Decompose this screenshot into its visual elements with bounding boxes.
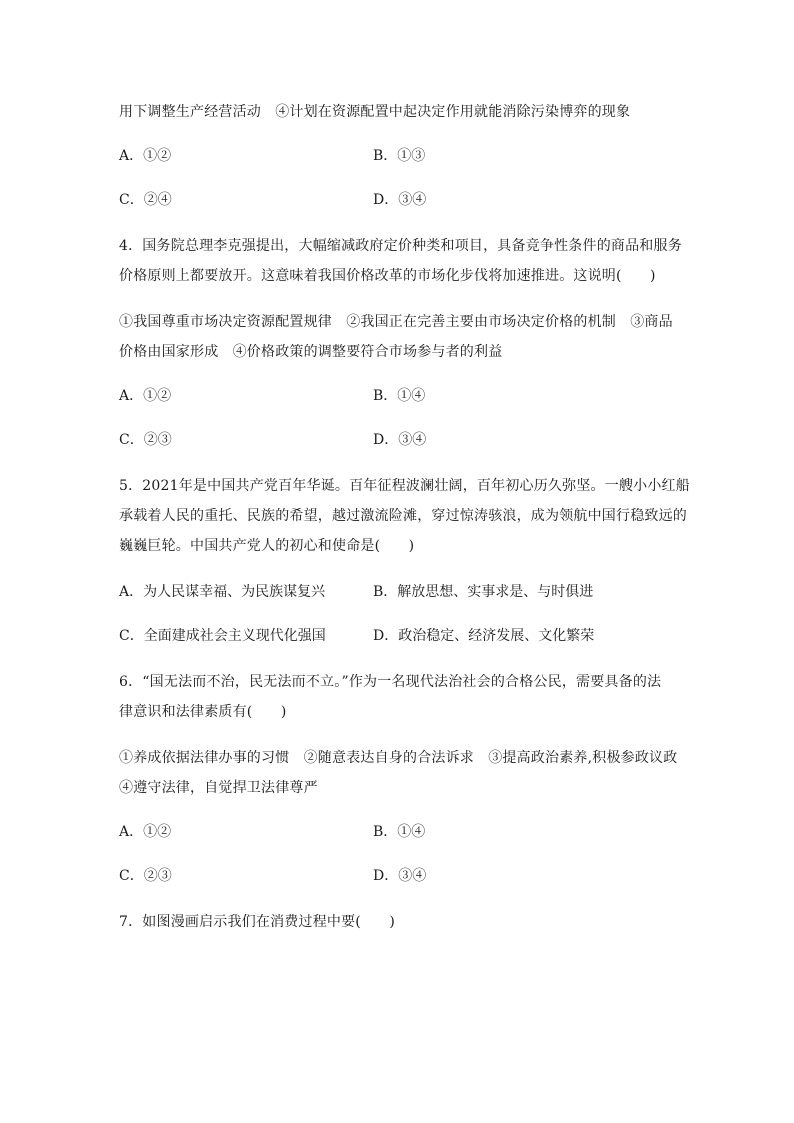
q6-option-d[interactable]: D．③④ bbox=[373, 868, 427, 884]
q6-option-a[interactable]: A．①② bbox=[119, 824, 172, 840]
q6-items-line1: ①养成依据法律办事的习惯 ②随意表达自身的合法诉求 ③提高政治素养,积极参政议政 bbox=[119, 750, 678, 766]
q5-stem-line3: 巍巍巨轮。中国共产党人的初心和使命是( ) bbox=[119, 538, 415, 554]
q4-items-line1: ①我国尊重市场决定资源配置规律 ②我国正在完善主要由市场决定价格的机制 ③商品 bbox=[119, 314, 673, 330]
q5-option-d[interactable]: D．政治稳定、经济发展、文化繁荣 bbox=[373, 628, 595, 644]
q3-option-a[interactable]: A．①② bbox=[119, 148, 172, 164]
q3-stem-continuation: 用下调整生产经营活动 ④计划在资源配置中起决定作用就能消除污染博弈的现象 bbox=[119, 104, 631, 120]
q5-option-a[interactable]: A．为人民谋幸福、为民族谋复兴 bbox=[119, 584, 326, 600]
q7-stem-line1: 7．如图漫画启示我们在消费过程中要( ) bbox=[119, 914, 396, 930]
q6-option-c[interactable]: C．②③ bbox=[119, 868, 172, 884]
q6-stem-line2: 律意识和法律素质有( ) bbox=[119, 704, 287, 720]
q3-option-d[interactable]: D．③④ bbox=[373, 192, 427, 208]
q3-option-b[interactable]: B．①③ bbox=[373, 148, 426, 164]
q6-stem-line1: 6．“国无法而不治，民无法而不立。”作为一名现代法治社会的合格公民，需要具备的法 bbox=[119, 674, 662, 690]
q4-option-c[interactable]: C．②③ bbox=[119, 432, 172, 448]
q5-option-c[interactable]: C．全面建成社会主义现代化强国 bbox=[119, 628, 326, 644]
q4-items-line2: 价格由国家形成 ④价格政策的调整要符合市场参与者的利益 bbox=[119, 344, 503, 360]
q4-stem-line2: 价格原则上都要放开。这意味着我国价格改革的市场化步伐将加速推进。这说明( ) bbox=[119, 268, 656, 284]
q5-stem-line1: 5．2021年是中国共产党百年华诞。百年征程波澜壮阔，百年初心历久弥坚。一艘小小红船 bbox=[119, 478, 690, 494]
q6-items-line2: ④遵守法律，自觉捍卫法律尊严 bbox=[119, 780, 318, 796]
q6-option-b[interactable]: B．①④ bbox=[373, 824, 426, 840]
q4-option-d[interactable]: D．③④ bbox=[373, 432, 427, 448]
q4-option-a[interactable]: A．①② bbox=[119, 388, 172, 404]
q4-option-b[interactable]: B．①④ bbox=[373, 388, 426, 404]
q5-option-b[interactable]: B．解放思想、实事求是、与时俱进 bbox=[373, 584, 594, 600]
q3-option-c[interactable]: C．②④ bbox=[119, 192, 172, 208]
q5-stem-line2: 承载着人民的重托、民族的希望，越过激流险滩，穿过惊涛骇浪，成为领航中国行稳致远的 bbox=[119, 508, 687, 524]
q4-stem-line1: 4．国务院总理李克强提出，大幅缩减政府定价种类和项目，具备竞争性条件的商品和服务 bbox=[119, 238, 682, 254]
